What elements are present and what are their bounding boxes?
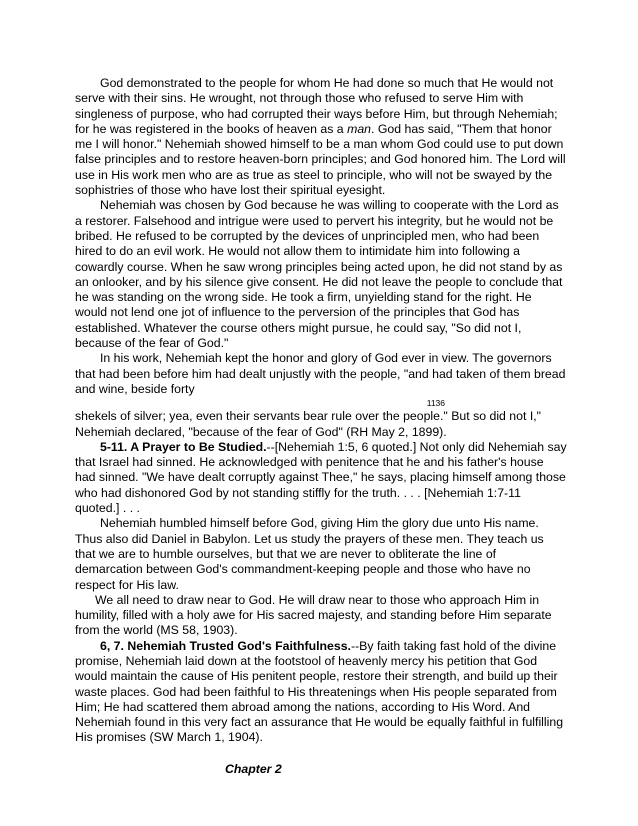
document-page	[75, 76, 567, 777]
emphasis-text: man	[347, 121, 371, 136]
paragraph-continuation: shekels of silver; yea, even their servants bear rule over the people." But so did not I," Nehemiah declared, "because of the fear of God" (RH May 2, 1899).	[75, 409, 542, 439]
paragraph: In his work, Nehemiah kept the honor and glory of God ever in view. The governors that had been before him had dealt unjustly with the people, "and had taken of them bread and wine, beside forty	[75, 351, 566, 396]
section-heading: 5-11. A Prayer to Be Studied.	[100, 439, 267, 454]
paragraph-text: --By faith taking fast hold of the divine promise, Nehemiah laid down at the footstool of heavenly mercy his petition that God would maintain the cause of His penitent people, restore their strength, and build up their waste places. God had been faithful to His threatenings when His people separated from Him; He had scattered them abroad among the nations, according to His Word. And Nehemiah found in this very fact an assurance that He would be equally faithful in fulfilling His promises (SW March 1, 1904).	[75, 638, 564, 745]
paragraph-text: --[Nehemiah 1:5, 6 quoted.] Not only did Nehemiah say that Israel had sinned. He acknowledged with penitence that he and his father's house had sinned. "We have dealt corruptly against Thee," he says, placing himself among those who had dishonored God by not standing stiffly for the truth. . . . [Nehemiah 1:7-11 quoted.] . . .	[75, 439, 567, 516]
paragraph: Nehemiah was chosen by God because he was willing to cooperate with the Lord as a restorer. Falsehood and intrigue were used to pervert his integrity, but he would not be bribed. He refused to be corrupted by the devices of unprincipled men, who had been hired to do an evil work. He would not allow them to intimidate him into following a cowardly course. When he saw wrong principles being acted upon, he did not stand by as an onlooker, and by his silence give consent. He did not leave the people to conclude that he was standing on the wrong side. He took a firm, unyielding stand for the right. He would not lend one jot of influence to the perversion of the principles that God has established. Whatever the course others might pursue, he could say, "So did not I, because of the fear of God."	[75, 198, 563, 351]
paragraph	[75, 440, 567, 516]
paragraph-text: God demonstrated to the people for whom He had done so much that He would not serve with their sins. He wrought, not through those who refused to serve Him with singleness of purpose, who had corrupted their ways before Him, but through Nehemiah; for he was registered in the books of heaven as a	[75, 76, 558, 136]
paragraph: We all need to draw near to God. He will draw near to those who approach Him in humility, filled with a holy awe for His sacred majesty, and standing before Him separate from the world (MS 58, 1903).	[75, 592, 552, 638]
paragraph-text: . God has said, "Them that honor me I will honor." Nehemiah showed himself to be a man whom God could use to put down false principles and to restore heaven-born principles; and God honored him. The Lord will use in His work men who are as true as steel to principle, who will not be swayed by the sophistries of those who have lost their spiritual eyesight.	[75, 121, 566, 198]
paragraph	[75, 639, 567, 746]
chapter-heading: Chapter 2	[225, 761, 282, 776]
page-number: 1136	[426, 398, 445, 409]
section-heading: 6, 7. Nehemiah Trusted God's Faithfulness.	[100, 638, 351, 653]
paragraph: Nehemiah humbled himself before God, giving Him the glory due unto His name. Thus also did Daniel in Babylon. Let us study the prayers of these men. They teach us that we are to humble ourselves, but that we are never to obliterate the line of demarcation between God's commandment-keeping people and those who have no respect for His law.	[75, 516, 544, 592]
paragraph	[75, 76, 567, 198]
